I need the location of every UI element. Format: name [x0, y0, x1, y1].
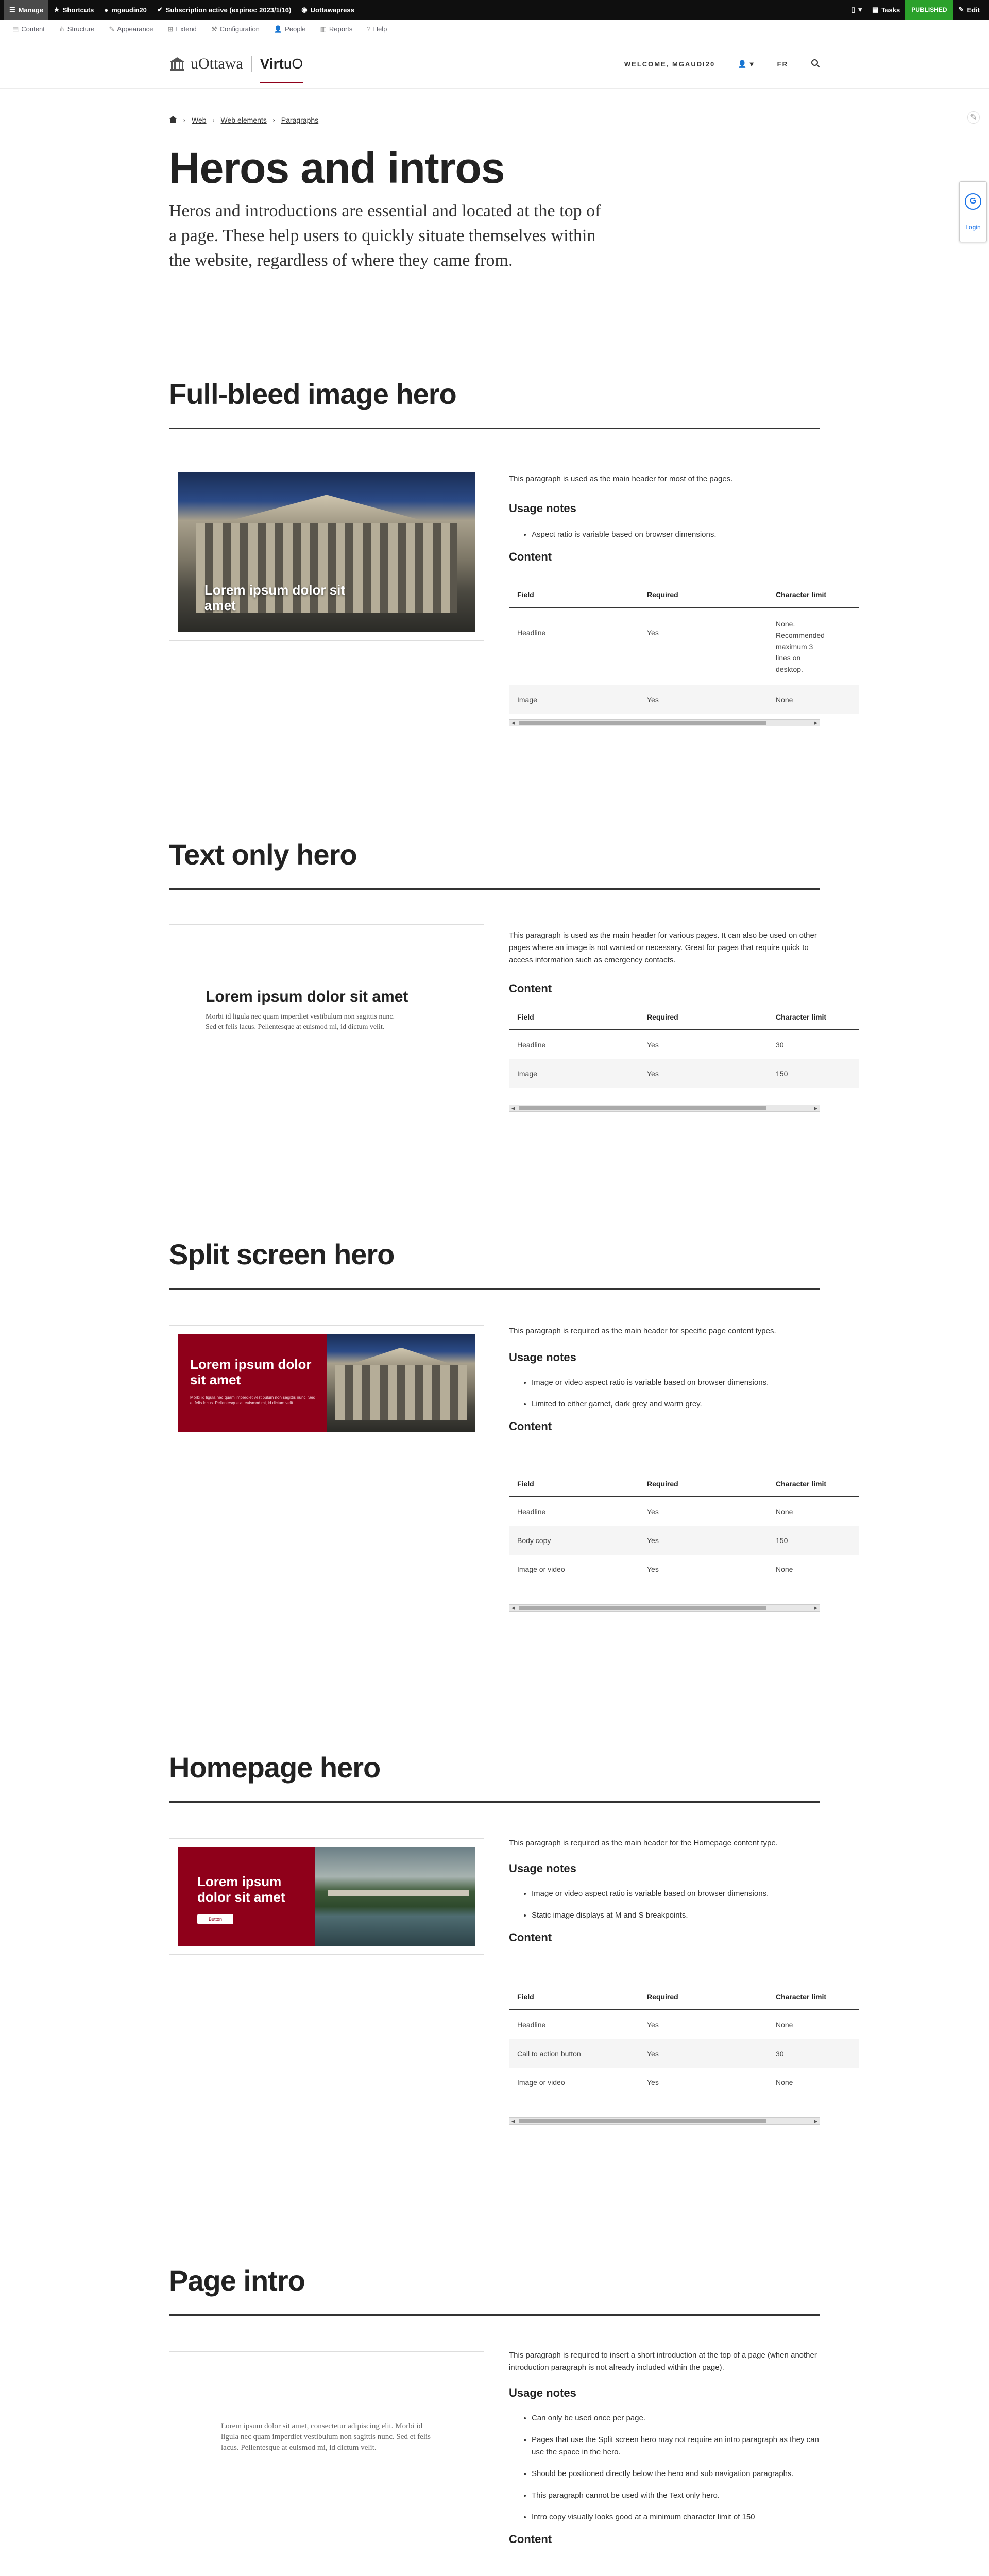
usage-item: • Should be positioned directly below the hero and sub navigation paragraphs.: [532, 2468, 820, 2480]
column-header: Field: [509, 1005, 639, 1030]
table-row: [509, 2010, 859, 2039]
breadcrumb: [169, 115, 318, 125]
phone-icon: ▯: [851, 6, 856, 13]
content-heading: Content: [509, 982, 552, 995]
breadcrumb-link[interactable]: Web: [192, 116, 207, 124]
content-heading: Content: [509, 550, 552, 563]
hero-image: [178, 472, 475, 632]
google-icon[interactable]: G: [965, 193, 981, 210]
user-label: mgaudin20: [111, 6, 147, 14]
info-panel: [509, 929, 820, 995]
table-cell: 150: [768, 1526, 859, 1555]
section-title: Text only hero: [169, 838, 357, 871]
table-cell: None: [776, 1507, 793, 1516]
table-row: [509, 2068, 859, 2097]
hero-image: [178, 1847, 475, 1946]
usage-item: • Can only be used once per page.: [532, 2412, 820, 2425]
login-widget: [959, 181, 987, 242]
usage-item: • Limited to either garnet, dark grey and warm grey.: [532, 1398, 820, 1411]
usage-list: [509, 1888, 820, 1922]
section-divider: [169, 428, 820, 429]
tray-label: People: [285, 25, 306, 33]
tray-item-reports[interactable]: [314, 25, 359, 33]
table-row: [509, 1030, 859, 1059]
site-name-part: uO: [283, 56, 303, 72]
content-table: [509, 1005, 827, 1088]
hero-body: Morbi id ligula nec quam imperdiet vestibulum non sagittis nunc. Sed et felis lacus. Pellentesque at euismod mi, id dictum velit.: [190, 1395, 316, 1405]
table-cell: Headline: [517, 629, 546, 637]
wrench-icon: ⚒: [211, 25, 217, 33]
arrow-right-icon[interactable]: ▶: [814, 2119, 817, 2124]
chevron-right-icon: ›: [183, 116, 185, 124]
uottawa-logo-text[interactable]: uOttawa: [191, 55, 243, 72]
usage-item: • This paragraph cannot be used with the Text only hero.: [532, 2489, 820, 2502]
tray-label: Structure: [67, 25, 95, 33]
pencil-icon[interactable]: ✎: [967, 111, 980, 124]
user-icon: ●: [104, 6, 109, 14]
info-panel: [509, 1325, 820, 1433]
table-cell: Yes: [647, 1565, 659, 1573]
table-cell: Headline: [517, 2021, 546, 2029]
login-link[interactable]: Login: [965, 223, 981, 231]
table-cell: None: [776, 1565, 793, 1573]
usage-heading: Usage notes: [509, 502, 576, 515]
table-cell: None: [776, 2021, 793, 2029]
hero-preview-card: [169, 1325, 484, 1440]
table-cell: Yes: [639, 1059, 768, 1088]
publish-status-badge[interactable]: PUBLISHED: [905, 0, 953, 20]
usage-item: • Aspect ratio is variable based on browser dimensions.: [532, 529, 820, 541]
site-name[interactable]: [260, 56, 303, 72]
hero-preview-card: [169, 924, 484, 1096]
user-icon: 👤: [738, 59, 748, 68]
pencil-icon: ✎: [958, 6, 964, 13]
tray-item-extend[interactable]: [162, 25, 203, 33]
hero-headline: Lorem ipsum dolor sit amet: [197, 1874, 285, 1905]
section-title: Homepage hero: [169, 1751, 381, 1784]
table-cell: Image: [509, 1059, 639, 1088]
arrow-left-icon[interactable]: ◀: [511, 1106, 515, 1111]
column-header: Character limit: [768, 582, 859, 607]
section-description: This paragraph is required as the main header for the Homepage content type.: [509, 1839, 778, 1848]
usage-list: [509, 529, 820, 541]
table-row: [509, 2039, 859, 2068]
table-cell: Yes: [639, 685, 768, 714]
usage-heading: Usage notes: [509, 1862, 576, 1875]
section-title: Page intro: [169, 2264, 305, 2297]
hero-image: [178, 1334, 475, 1432]
language-toggle[interactable]: FR: [777, 60, 788, 68]
column-header: Character limit: [768, 1005, 859, 1030]
hero-cta-button[interactable]: Button: [197, 1914, 233, 1924]
usage-item: • Pages that use the Split screen hero may not require an intro paragraph as they can use the space in the hero.: [532, 2434, 820, 2459]
section-divider: [169, 2314, 820, 2316]
tray-label: Reports: [329, 25, 353, 33]
tray-item-structure[interactable]: [53, 25, 101, 33]
table-cell: Yes: [647, 629, 659, 637]
tray-label: Content: [21, 25, 45, 33]
tray-item-people[interactable]: [268, 25, 312, 33]
arrow-left-icon[interactable]: ◀: [511, 2119, 515, 2124]
table-cell: Yes: [647, 2078, 659, 2087]
arrow-left-icon[interactable]: ◀: [511, 1605, 515, 1611]
table-cell: Yes: [647, 2021, 659, 2029]
help-icon: ?: [367, 25, 371, 33]
logo-divider: [251, 56, 252, 72]
table-cell: 30: [776, 1041, 784, 1049]
uottawa-logo-icon[interactable]: [169, 56, 185, 72]
section-description: This paragraph is required to insert a short introduction at the top of a page (when another introduction paragraph is not already included within the page).: [509, 2351, 817, 2372]
content-heading: Content: [509, 1420, 552, 1433]
home-icon[interactable]: [169, 115, 177, 125]
chevron-down-icon: ▾: [749, 59, 755, 68]
tray-item-content[interactable]: [6, 25, 51, 33]
check-icon: ✔: [157, 6, 163, 13]
table-cell: Yes: [647, 1041, 659, 1049]
usage-heading: Usage notes: [509, 2386, 576, 2399]
breadcrumb-link[interactable]: Web elements: [220, 116, 267, 124]
info-panel: [509, 2349, 820, 2546]
table-cell: None: [776, 2078, 793, 2087]
chevron-down-icon: ▾: [858, 6, 862, 13]
usage-list: [509, 2412, 820, 2523]
section-title: Split screen hero: [169, 1238, 395, 1270]
subscription-label: Subscription active (expires: 2023/1/16): [165, 6, 292, 14]
column-header: Required: [639, 582, 768, 607]
search-icon[interactable]: [811, 59, 820, 70]
table-row: [509, 1526, 859, 1555]
info-panel: [509, 473, 820, 564]
content-table: [509, 1471, 827, 1584]
table-scrollbar[interactable]: [509, 719, 820, 726]
table-cell: Yes: [639, 1526, 768, 1555]
content-heading: Content: [509, 1931, 552, 1944]
arrow-right-icon[interactable]: ▶: [814, 1106, 817, 1111]
admin-tray: [0, 20, 989, 39]
tray-item-help[interactable]: [361, 25, 393, 33]
tray-label: Help: [373, 25, 387, 33]
table-cell: Image: [509, 685, 639, 714]
section-description: This paragraph is used as the main header for most of the pages.: [509, 474, 733, 483]
section-divider: [169, 1288, 820, 1290]
column-header: Required: [639, 1005, 768, 1030]
admin-toolbar: [0, 0, 989, 20]
hero-preview-card: [169, 1838, 484, 1955]
section-divider: [169, 888, 820, 890]
tray-label: Extend: [176, 25, 197, 33]
content-heading: Content: [509, 2533, 552, 2546]
hero-headline: Lorem ipsum dolor sit amet: [190, 1357, 312, 1387]
section-description: This paragraph is used as the main header for various pages. It can also be used on other pages where an image is not wanted or necessary. Great for pages that require quick to access information such as emergency contacts.: [509, 931, 817, 964]
intro-preview-card: [169, 2351, 484, 2522]
table-cell: 150: [768, 1059, 859, 1088]
column-header: Field: [509, 582, 639, 607]
section-description: This paragraph is required as the main header for specific page content types.: [509, 1327, 776, 1335]
table-row: [509, 1059, 859, 1088]
column-header: Character limit: [768, 1985, 859, 2010]
table-cell: Body copy: [509, 1526, 639, 1555]
breadcrumb-link[interactable]: Paragraphs: [281, 116, 319, 124]
table-cell: None. Recommended maximum 3 lines on desktop.: [776, 620, 825, 673]
usage-item: • Image or video aspect ratio is variable based on browser dimensions.: [532, 1888, 820, 1900]
column-header: Required: [639, 1471, 768, 1497]
drupal-icon: ◉: [301, 6, 308, 13]
table-scrollbar[interactable]: [509, 2117, 820, 2125]
people-icon: 👤: [274, 25, 283, 33]
page-lead: Heros and introductions are essential and located at the top of a page. These help users to quickly situate themselves within the website, regardless of where they came from.: [169, 201, 601, 270]
table-cell: Call to action button: [509, 2039, 639, 2068]
user-button[interactable]: [99, 0, 151, 20]
usage-item: • Image or video aspect ratio is variable based on browser dimensions.: [532, 1377, 820, 1389]
shortcuts-label: Shortcuts: [62, 6, 94, 14]
structure-icon: ⋔: [59, 25, 65, 33]
column-header: Field: [509, 1985, 639, 2010]
section-divider: [169, 1801, 820, 1803]
tray-item-appearance[interactable]: [103, 25, 160, 33]
section-title: Full-bleed image hero: [169, 378, 456, 410]
edit-mode-button[interactable]: [953, 0, 985, 20]
table-cell: Image or video: [517, 1565, 565, 1573]
welcome-text: WELCOME, MGAUDI20: [624, 60, 715, 68]
table-scrollbar[interactable]: [509, 1105, 820, 1112]
usage-list: [509, 1377, 820, 1411]
clipboard-icon: ▤: [872, 6, 879, 13]
account-menu-button[interactable]: [738, 60, 754, 69]
table-cell: 30: [768, 2039, 859, 2068]
usage-item: • Intro copy visually looks good at a minimum character limit of 150: [532, 2511, 820, 2523]
star-icon: ★: [54, 6, 60, 13]
table-cell: Headline: [517, 1507, 546, 1516]
device-preview-button[interactable]: [846, 0, 867, 20]
site-name-part: Virt: [260, 56, 284, 72]
appearance-icon: ✎: [109, 25, 115, 33]
table-row: [509, 607, 859, 685]
hero-text-panel: [178, 1847, 315, 1946]
arrow-left-icon[interactable]: ◀: [511, 720, 515, 725]
info-panel: [509, 1837, 820, 1944]
usage-heading: Usage notes: [509, 1351, 576, 1364]
table-scrollbar[interactable]: [509, 1604, 820, 1612]
table-cell: Headline: [517, 1041, 546, 1049]
content-icon: ▤: [12, 25, 19, 33]
tasks-label: Tasks: [881, 6, 900, 14]
chevron-right-icon: ›: [272, 116, 275, 124]
manage-button[interactable]: [4, 0, 48, 20]
usage-item: • Static image displays at M and S breakpoints.: [532, 1909, 820, 1922]
chevron-right-icon: ›: [212, 116, 215, 124]
tray-item-configuration[interactable]: [205, 25, 266, 33]
tray-label: Configuration: [219, 25, 260, 33]
menu-icon: ☰: [9, 6, 15, 13]
hero-text-panel: [178, 1334, 327, 1432]
edit-label: Edit: [967, 6, 980, 14]
page-title: Heros and intros: [169, 144, 505, 192]
manage-label: Manage: [18, 6, 44, 14]
tray-label: Appearance: [117, 25, 154, 33]
table-cell: Image or video: [517, 2078, 565, 2087]
intro-text: Lorem ipsum dolor sit amet, consectetur adipiscing elit. Morbi id ligula nec quam imperdiet vestibulum non sagittis nunc. Sed et felis lacus. Pellentesque at euismod mi, id dictum velit.: [221, 2421, 431, 2452]
reports-icon: ▥: [320, 25, 327, 33]
table-row: [509, 1555, 859, 1584]
content-table: [509, 1985, 827, 2097]
table-cell: Yes: [647, 1507, 659, 1516]
arrow-right-icon[interactable]: ▶: [814, 1605, 817, 1611]
arrow-right-icon[interactable]: ▶: [814, 720, 817, 725]
shortcuts-button[interactable]: [48, 0, 99, 20]
site-button[interactable]: [296, 0, 360, 20]
table-cell: None: [768, 685, 859, 714]
table-row: [509, 1497, 859, 1526]
extend-icon: ⊞: [167, 25, 174, 33]
hero-preview-card: [169, 464, 484, 641]
column-header: Field: [509, 1471, 639, 1497]
content-table: [509, 582, 827, 714]
hero-body: Morbi id ligula nec quam imperdiet vestibulum non sagittis nunc. Sed et felis lacus. Pellentesque at euismod mi, id dictum velit.: [206, 1013, 395, 1031]
tasks-button[interactable]: [867, 0, 905, 20]
site-label: Uottawapress: [310, 6, 354, 14]
column-header: Required: [639, 1985, 768, 2010]
table-row: [509, 685, 859, 714]
table-cell: Yes: [639, 2039, 768, 2068]
subscription-button[interactable]: [152, 0, 296, 20]
hero-headline: Lorem ipsum dolor sit amet: [206, 988, 408, 1005]
column-header: Character limit: [768, 1471, 859, 1497]
hero-headline: Lorem ipsum dolor sit amet: [204, 582, 346, 613]
